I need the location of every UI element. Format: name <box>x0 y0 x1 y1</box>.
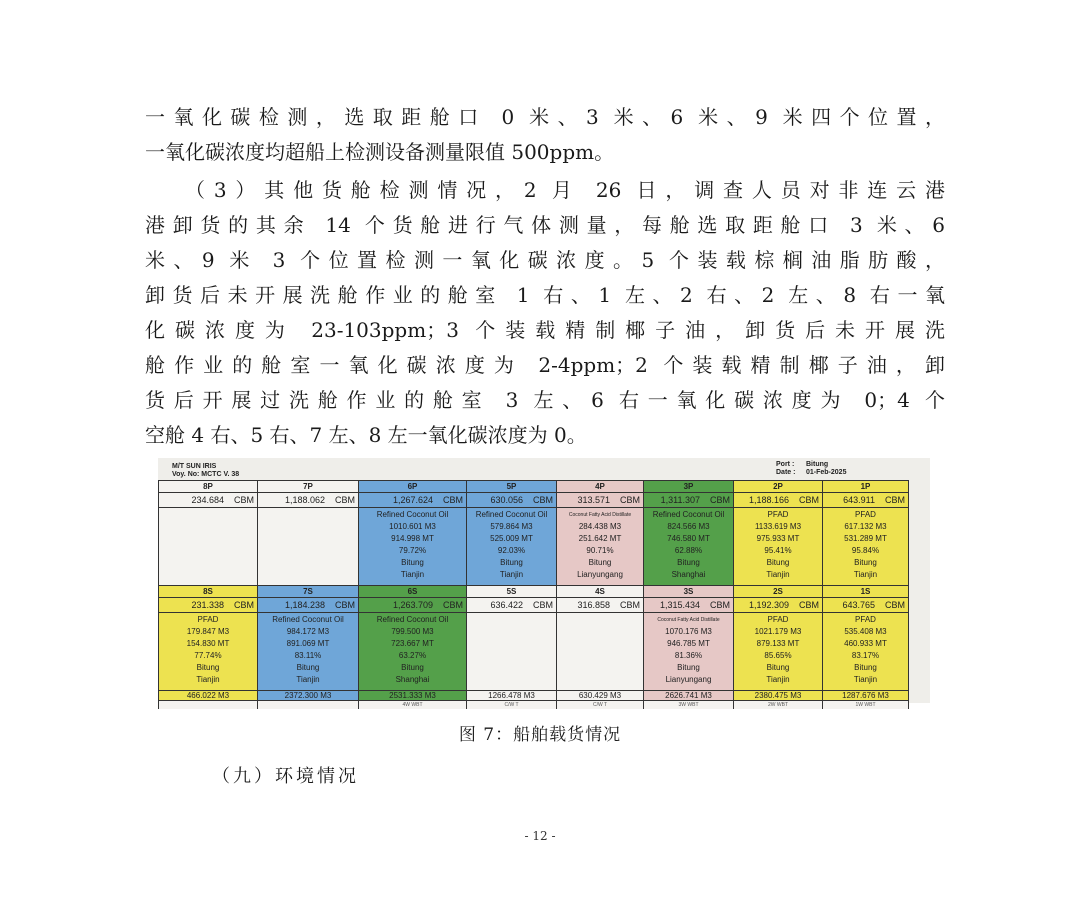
cargo-detail-line: 879.133 MT <box>756 639 800 648</box>
tank-capacity <box>467 598 557 613</box>
ballast-tank-label <box>258 701 359 710</box>
cargo-detail-line: 1010.601 M3 <box>389 522 436 531</box>
cargo-detail-line: Bitung <box>500 558 523 567</box>
cargo-detail-line: Bitung <box>766 558 790 567</box>
body-line: 舱作业的舱室一氧化碳浓度为 2-4ppm；2 个装载精制椰子油，卸 <box>145 353 945 377</box>
cargo-detail-line: Tianjin <box>853 570 878 579</box>
capacity-value: 1,184.238 <box>284 600 325 610</box>
cargo-detail-line: 799.500 M3 <box>391 627 434 636</box>
tank-header: 6S <box>359 586 467 598</box>
cargo-detail-line: 746.580 MT <box>667 534 710 543</box>
tank-cargo-details <box>467 613 557 691</box>
capacity-unit: CBM <box>710 600 730 610</box>
tank-header: 3S <box>644 586 734 598</box>
tank-cargo-details <box>467 508 557 586</box>
cargo-detail-line: PFAD <box>767 510 789 519</box>
body-line: （3）其他货舱检测情况，2 月 26 日，调查人员对非连云港 <box>185 178 945 202</box>
cargo-detail-line: Tianjin <box>400 570 425 579</box>
tank-header: 2P <box>734 481 823 493</box>
tank-capacity <box>359 598 467 613</box>
cargo-detail-line: 531.289 MT <box>844 534 887 543</box>
tank-cargo-details <box>644 613 734 691</box>
cargo-detail-line: Tianjin <box>196 675 220 684</box>
capacity-unit: CBM <box>533 600 553 610</box>
section-heading: （九）环境情况 <box>212 766 359 787</box>
cargo-detail-line: 79.72% <box>398 546 427 555</box>
tank-header: 8S <box>159 586 258 598</box>
date-label: Date : <box>776 469 796 476</box>
capacity-value: 643.765 <box>842 600 875 610</box>
tank-header: 6P <box>359 481 467 493</box>
cargo-detail-line: Bitung <box>854 663 877 672</box>
capacity-unit: CBM <box>799 600 819 610</box>
tank-pair-total: 2372.300 M3 <box>258 691 359 701</box>
cargo-detail-line: PFAD <box>197 615 219 624</box>
capacity-unit: CBM <box>443 600 463 610</box>
tank-header: 8P <box>159 481 258 493</box>
cargo-detail-line: PFAD <box>767 615 789 624</box>
page-number: - 12 - <box>524 829 556 843</box>
cargo-detail-line: Refined Coconut Oil <box>272 615 344 624</box>
port-value: Bitung <box>806 461 829 468</box>
tank-capacity <box>467 493 557 508</box>
cargo-detail-line: Tianjin <box>296 675 320 684</box>
body-line: 卸货后未开展洗舱作业的舱室 1 右、1 左、2 右、2 左、8 右一氧 <box>145 283 945 307</box>
ballast-tank-label: 3W WBT <box>644 701 734 710</box>
cargo-detail-line: 723.667 MT <box>391 639 434 648</box>
tank-pair-total: 2626.741 M3 <box>644 691 734 701</box>
cargo-detail-line: Tianjin <box>853 675 878 684</box>
cargo-detail-line: 77.74% <box>194 651 222 660</box>
capacity-unit: CBM <box>885 495 905 505</box>
cargo-detail-line: 179.847 M3 <box>186 627 230 636</box>
tank-cargo-details <box>359 508 467 586</box>
tank-capacity <box>258 493 359 508</box>
tank-pair-total: 630.429 M3 <box>557 691 644 701</box>
tank-pair-total: 2380.475 M3 <box>734 691 823 701</box>
cargo-stowage-photo <box>158 458 930 708</box>
cargo-detail-line: 90.71% <box>586 546 614 555</box>
capacity-unit: CBM <box>885 600 905 610</box>
tank-header: 1S <box>823 586 909 598</box>
tank-cargo-details <box>823 508 909 586</box>
capacity-unit: CBM <box>335 600 355 610</box>
capacity-unit: CBM <box>234 495 254 505</box>
ballast-tank-label: 1W WBT <box>823 701 909 710</box>
cargo-detail-line: 617.132 M3 <box>844 522 887 531</box>
cargo-detail-line: 1133.619 M3 <box>754 522 802 531</box>
tank-header: 4S <box>557 586 644 598</box>
cargo-detail-line: Bitung <box>766 663 790 672</box>
tank-header: 3P <box>644 481 734 493</box>
cargo-detail-line: 251.642 MT <box>578 534 622 543</box>
cargo-detail-line: PFAD <box>855 615 876 624</box>
cargo-detail-line: 1021.179 M3 <box>754 627 802 636</box>
cargo-detail-line: Bitung <box>401 663 424 672</box>
cargo-detail-line: Lianyungang <box>665 675 712 684</box>
cargo-detail-line: Coconut Fatty Acid Distillate <box>568 512 632 518</box>
capacity-unit: CBM <box>710 495 730 505</box>
tank-capacity <box>734 493 823 508</box>
capacity-unit: CBM <box>620 600 640 610</box>
ballast-tank-label: C/W T <box>467 701 557 710</box>
cargo-detail-line: 154.830 MT <box>186 639 230 648</box>
ship-name: M/T SUN IRIS <box>172 463 217 470</box>
cargo-detail-line: 95.84% <box>851 546 880 555</box>
cargo-detail-line: Lianyungang <box>577 570 623 579</box>
capacity-value: 1,188.166 <box>748 495 789 505</box>
cargo-detail-line: Bitung <box>677 558 700 567</box>
cargo-detail-line: 891.069 MT <box>286 639 330 648</box>
cargo-detail-line: 63.27% <box>398 651 427 660</box>
cargo-detail-line: Coconut Fatty Acid Distillate <box>657 617 720 623</box>
capacity-value: 1,263.709 <box>392 600 433 610</box>
cargo-detail-line: Bitung <box>677 663 700 672</box>
cargo-detail-line: 525.009 MT <box>490 534 533 543</box>
ballast-tank-label: C/W T <box>557 701 644 710</box>
tank-pair-total: 2531.333 M3 <box>359 691 467 701</box>
tank-cargo-details <box>823 613 909 691</box>
cargo-detail-line: 535.408 M3 <box>844 627 887 636</box>
capacity-unit: CBM <box>533 495 553 505</box>
cargo-detail-line: 95.41% <box>764 546 792 555</box>
capacity-unit: CBM <box>620 495 640 505</box>
tank-header: 5S <box>467 586 557 598</box>
body-text <box>145 100 945 453</box>
capacity-value: 643.911 <box>843 495 875 505</box>
cargo-detail-line: 83.11% <box>294 651 322 660</box>
body-line: 米、9 米 3 个位置检测一氧化碳浓度。5 个装载棕榈油脂肪酸， <box>145 248 945 272</box>
tank-cargo-details <box>258 508 359 586</box>
tank-cargo-details <box>159 508 258 586</box>
tank-cargo-details <box>159 613 258 691</box>
cargo-detail-line: 1070.176 M3 <box>665 627 712 636</box>
cargo-detail-line: 975.933 MT <box>756 534 800 543</box>
capacity-unit: CBM <box>335 495 355 505</box>
cargo-detail-line: Shanghai <box>395 675 430 684</box>
tank-pair-total: 1266.478 M3 <box>467 691 557 701</box>
cargo-detail-line: 460.933 MT <box>844 639 887 648</box>
cargo-detail-line: Refined Coconut Oil <box>376 615 449 624</box>
ballast-tank-label: 2W WBT <box>734 701 823 710</box>
tank-cargo-details <box>734 613 823 691</box>
tank-capacity <box>734 598 823 613</box>
ballast-tank-label: 4W WBT <box>359 701 467 710</box>
tank-capacity <box>644 493 734 508</box>
cargo-detail-line: 92.03% <box>497 546 526 555</box>
capacity-unit: CBM <box>234 600 254 610</box>
body-line: 一氧化碳检测，选取距舱口 0 米、3 米、6 米、9 米四个位置， <box>145 105 945 129</box>
capacity-value: 316.858 <box>577 600 610 610</box>
tank-cargo-details <box>359 613 467 691</box>
cargo-detail-line: Tianjin <box>499 570 524 579</box>
cargo-detail-line: Shanghai <box>671 570 706 579</box>
cargo-detail-line: Refined Coconut Oil <box>652 510 725 519</box>
body-line: 空舱 4 右、5 右、7 左、8 左一氧化碳浓度为 0。 <box>145 423 587 447</box>
port-label: Port : <box>776 461 795 468</box>
tank-cargo-details <box>557 508 644 586</box>
capacity-value: 1,315.434 <box>659 600 700 610</box>
cargo-detail-line: 824.566 M3 <box>667 522 710 531</box>
tank-cargo-details <box>734 508 823 586</box>
cargo-detail-line: 81.36% <box>674 651 703 660</box>
capacity-unit: CBM <box>443 495 463 505</box>
tank-capacity <box>258 598 359 613</box>
capacity-value: 1,188.062 <box>284 495 325 505</box>
tank-capacity <box>557 493 644 508</box>
stowage-table <box>158 480 909 709</box>
date-value: 01-Feb-2025 <box>806 469 847 476</box>
tank-pair-total: 466.022 M3 <box>159 691 258 701</box>
tank-cargo-details <box>557 613 644 691</box>
cargo-detail-line: 579.864 M3 <box>490 522 533 531</box>
tank-header: 4P <box>557 481 644 493</box>
tank-header: 7P <box>258 481 359 493</box>
cargo-detail-line: 914.998 MT <box>391 534 434 543</box>
tank-cargo-details <box>258 613 359 691</box>
cargo-detail-line: 85.65% <box>764 651 792 660</box>
cargo-detail-line: Bitung <box>854 558 877 567</box>
capacity-value: 630.056 <box>490 495 523 505</box>
capacity-value: 234.684 <box>191 495 224 505</box>
cargo-detail-line: Tianjin <box>766 570 790 579</box>
tank-capacity <box>159 493 258 508</box>
cargo-detail-line: Refined Coconut Oil <box>475 510 548 519</box>
tank-cargo-details <box>644 508 734 586</box>
cargo-detail-line: PFAD <box>855 510 876 519</box>
tank-capacity <box>159 598 258 613</box>
cargo-detail-line: Bitung <box>588 558 612 567</box>
tank-capacity <box>823 493 909 508</box>
cargo-detail-line: Bitung <box>196 663 220 672</box>
cargo-detail-line: Bitung <box>296 663 320 672</box>
capacity-value: 1,311.307 <box>660 495 700 505</box>
ballast-tank-label <box>159 701 258 710</box>
tank-pair-total: 1287.676 M3 <box>823 691 909 701</box>
cargo-detail-line: 62.88% <box>674 546 703 555</box>
body-line: 货后开展过洗舱作业的舱室 3 左、6 右一氧化碳浓度为 0；4 个 <box>145 388 945 412</box>
tank-header: 7S <box>258 586 359 598</box>
tank-capacity <box>644 598 734 613</box>
tank-capacity <box>557 598 644 613</box>
voyage-number: Voy. No: MCTC V. 38 <box>172 471 240 478</box>
tank-header: 2S <box>734 586 823 598</box>
body-line: 一氧化碳浓度均超船上检测设备测量限值 500ppm。 <box>145 140 615 164</box>
capacity-value: 231.338 <box>191 600 224 610</box>
cargo-detail-line: Tianjin <box>766 675 790 684</box>
figure-caption: 图 7：船舶载货情况 <box>458 725 622 745</box>
cargo-detail-line: Refined Coconut Oil <box>376 510 449 519</box>
tank-header: 5P <box>467 481 557 493</box>
body-line: 港卸货的其余 14 个货舱进行气体测量，每舱选取距舱口 3 米、6 <box>145 213 945 237</box>
capacity-value: 313.571 <box>577 495 610 505</box>
capacity-value: 1,267.624 <box>392 495 433 505</box>
cargo-detail-line: 284.438 M3 <box>578 522 622 531</box>
body-line: 化碳浓度为 23-103ppm；3 个装载精制椰子油，卸货后未开展洗 <box>145 318 945 342</box>
capacity-unit: CBM <box>799 495 819 505</box>
tank-capacity <box>823 598 909 613</box>
cargo-detail-line: 984.172 M3 <box>286 627 330 636</box>
capacity-value: 636.422 <box>490 600 523 610</box>
cargo-detail-line: 83.17% <box>851 651 880 660</box>
capacity-value: 1,192.309 <box>748 600 789 610</box>
cargo-detail-line: Bitung <box>401 558 424 567</box>
cargo-detail-line: 946.785 MT <box>667 639 710 648</box>
tank-header: 1P <box>823 481 909 493</box>
tank-capacity <box>359 493 467 508</box>
